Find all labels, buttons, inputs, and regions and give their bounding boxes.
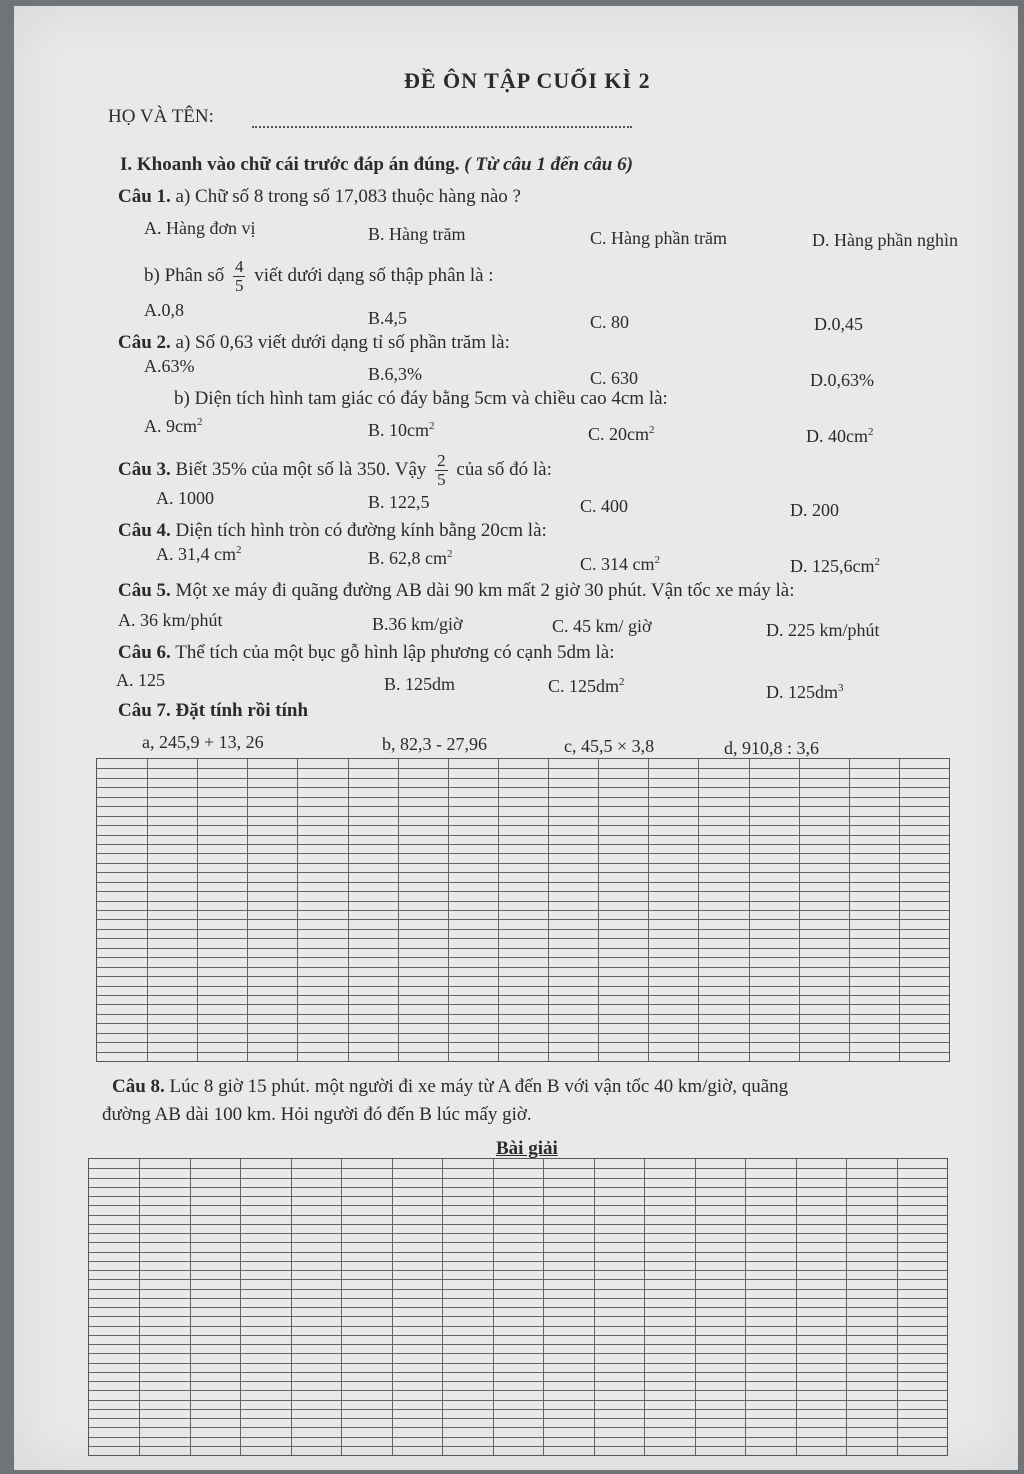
fraction-denominator: 5 <box>437 470 446 489</box>
q1a-option-c[interactable]: C. Hàng phần trăm <box>590 228 727 248</box>
question-3-prefix: Biết 35% của một số là 350. Vậy <box>175 458 427 480</box>
grid-row-line <box>89 1279 947 1280</box>
q4-option-a-sup: 2 <box>236 544 242 556</box>
q3-option-b[interactable]: B. 122,5 <box>368 492 430 512</box>
grid-column-line <box>796 1159 797 1455</box>
grid-row-line <box>89 1168 947 1169</box>
grid-row-line <box>89 1233 947 1234</box>
fraction-2-5 <box>435 452 448 489</box>
grid-column-line <box>139 1159 140 1455</box>
grid-row-line <box>97 891 949 892</box>
grid-row-line <box>89 1390 947 1391</box>
q2b-option-d-text: D. 40cm <box>806 426 868 446</box>
grid-row-line <box>89 1224 947 1225</box>
q2b-option-d[interactable] <box>806 426 874 447</box>
grid-column-line <box>448 759 449 1061</box>
q2a-option-b[interactable]: B.6,3% <box>368 364 422 384</box>
grid-row-line <box>89 1326 947 1327</box>
q2b-option-b-sup: 2 <box>429 420 435 432</box>
question-5-number: Câu 5. <box>118 580 171 601</box>
q1a-option-b[interactable]: B. Hàng trăm <box>368 224 466 244</box>
question-7-number: Câu 7. <box>118 700 171 721</box>
grid-column-line <box>695 1159 696 1455</box>
grid-column-line <box>147 759 148 1061</box>
q7-part-c: c, 45,5 × 3,8 <box>564 736 655 756</box>
grid-row-line <box>97 1004 949 1005</box>
grid-row-line <box>97 929 949 930</box>
q6-option-c[interactable] <box>548 676 625 697</box>
grid-row-line <box>89 1409 947 1410</box>
q3-option-a[interactable]: A. 1000 <box>156 488 214 508</box>
question-6-text: Thể tích của một bục gỗ hình lập phương có cạnh 5dm là: <box>175 642 615 663</box>
q3-option-d[interactable]: D. 200 <box>790 500 839 520</box>
q4-option-b-text: B. 62,8 cm <box>368 548 447 568</box>
q4-option-b-sup: 2 <box>447 548 453 560</box>
grid-row-line <box>89 1307 947 1308</box>
q4-option-c[interactable] <box>580 554 660 575</box>
grid-column-line <box>247 759 248 1061</box>
grid-row-line <box>97 816 949 817</box>
grid-row-line <box>89 1196 947 1197</box>
grid-row-line <box>97 995 949 996</box>
grid-row-line <box>97 797 949 798</box>
question-3-number: Câu 3. <box>118 458 171 480</box>
fraction-numerator: 4 <box>234 257 244 276</box>
grid-row-line <box>97 835 949 836</box>
q6-option-d-sup: 3 <box>838 682 844 694</box>
q1b-option-b[interactable]: B.4,5 <box>368 308 408 328</box>
grid-row-line <box>89 1353 947 1354</box>
question-5 <box>118 580 795 602</box>
question-6-number: Câu 6. <box>118 642 171 663</box>
grid-column-line <box>190 1159 191 1455</box>
q4-option-b[interactable] <box>368 548 453 569</box>
grid-row-line <box>89 1215 947 1216</box>
question-4-text: Diện tích hình tròn có đường kính bằng 20cm là: <box>175 520 547 541</box>
grid-row-line <box>89 1446 947 1447</box>
grid-row-line <box>97 1023 949 1024</box>
q2b-option-b[interactable] <box>368 420 435 441</box>
q6-option-d-text: D. 125dm <box>766 682 838 702</box>
q4-option-d[interactable] <box>790 556 880 577</box>
grid-column-line <box>392 1159 393 1455</box>
grid-row-line <box>89 1289 947 1290</box>
grid-column-line <box>749 759 750 1061</box>
grid-row-line <box>89 1316 947 1317</box>
grid-row-line <box>89 1418 947 1419</box>
grid-row-line <box>97 919 949 920</box>
grid-column-line <box>846 1159 847 1455</box>
q4-option-a-text: A. 31,4 cm <box>156 544 236 564</box>
question-8-line-1 <box>112 1076 788 1098</box>
grid-column-line <box>297 759 298 1061</box>
question-1-b-prefix: b) Phân số <box>144 264 225 286</box>
grid-row-line <box>97 844 949 845</box>
question-4-number: Câu 4. <box>118 520 171 541</box>
question-5-text: Một xe máy đi quãng đường AB dài 90 km mất 2 giờ 30 phút. Vận tốc xe máy là: <box>175 580 795 601</box>
grid-column-line <box>745 1159 746 1455</box>
question-8-text-2: đường AB dài 100 km. Hỏi người đó đến B lúc mấy giờ. <box>102 1104 532 1125</box>
q2b-option-c-sup: 2 <box>649 424 655 436</box>
grid-row-line <box>89 1335 947 1336</box>
grid-row-line <box>89 1178 947 1179</box>
grid-row-line <box>89 1298 947 1299</box>
q6-option-d[interactable] <box>766 682 844 703</box>
grid-column-line <box>594 1159 595 1455</box>
grid-row-line <box>97 853 949 854</box>
q5-option-b[interactable]: B.36 km/giờ <box>372 614 463 634</box>
grid-row-line <box>97 901 949 902</box>
grid-column-line <box>291 1159 292 1455</box>
q2a-option-c[interactable]: C. 630 <box>590 368 639 388</box>
q4-option-d-sup: 2 <box>874 556 880 568</box>
worksheet-page <box>14 6 1018 1470</box>
grid-row-line <box>89 1205 947 1206</box>
q4-option-c-sup: 2 <box>654 554 660 566</box>
name-label: HỌ VÀ TÊN: <box>108 106 214 127</box>
grid-column-line <box>498 759 499 1061</box>
grid-column-line <box>698 759 699 1061</box>
grid-column-line <box>398 759 399 1061</box>
calculation-grid[interactable] <box>96 758 950 1062</box>
section-1-heading <box>120 154 633 176</box>
q5-option-a[interactable]: A. 36 km/phút <box>118 610 223 630</box>
q2a-option-a[interactable]: A.63% <box>144 356 195 376</box>
question-8-number: Câu 8. <box>112 1076 165 1097</box>
q1b-option-d[interactable]: D.0,45 <box>814 314 863 334</box>
q6-option-b[interactable]: B. 125dm <box>384 674 456 694</box>
question-2-b-text: b) Diện tích hình tam giác có đáy bằng 5cm và chiều cao 4cm là: <box>174 388 668 409</box>
grid-row-line <box>97 787 949 788</box>
grid-column-line <box>543 1159 544 1455</box>
grid-column-line <box>897 1159 898 1455</box>
q1b-option-a[interactable]: A.0,8 <box>144 300 184 320</box>
grid-row-line <box>97 778 949 779</box>
grid-row-line <box>97 1042 949 1043</box>
grid-column-line <box>341 1159 342 1455</box>
section-1-note: ( Từ câu 1 đến câu 6) <box>464 154 633 175</box>
q6-option-c-sup: 2 <box>619 676 625 688</box>
q1a-option-a[interactable]: A. Hàng đơn vị <box>144 218 256 238</box>
grid-column-line <box>849 759 850 1061</box>
question-1-a <box>118 186 521 208</box>
question-1-b <box>144 258 494 295</box>
grid-column-line <box>442 1159 443 1455</box>
grid-row-line <box>89 1437 947 1438</box>
q7-part-b: b, 82,3 - 27,96 <box>382 734 487 754</box>
question-2-a-text: a) Số 0,63 viết dưới dạng tỉ số phần trăm là: <box>175 332 510 353</box>
q2a-option-d[interactable]: D.0,63% <box>810 370 874 390</box>
grid-row-line <box>97 872 949 873</box>
grid-column-line <box>197 759 198 1061</box>
question-1-b-suffix: viết dưới dạng số thập phân là : <box>254 264 494 286</box>
grid-column-line <box>598 759 599 1061</box>
q2b-option-a[interactable] <box>144 416 203 437</box>
question-4 <box>118 520 547 542</box>
q7-part-a: a, 245,9 + 13, 26 <box>142 732 264 752</box>
section-1-label: I. Khoanh vào chữ cái trước đáp án đúng. <box>120 154 460 175</box>
grid-row-line <box>97 1033 949 1034</box>
grid-column-line <box>899 759 900 1061</box>
question-7-text: Đặt tính rồi tính <box>175 700 309 721</box>
q6-option-c-text: C. 125dm <box>548 676 620 696</box>
fraction-4-5 <box>233 258 246 295</box>
question-6 <box>118 642 615 664</box>
question-1-a-text: a) Chữ số 8 trong số 17,083 thuộc hàng nào ? <box>175 186 521 207</box>
grid-row-line <box>97 938 949 939</box>
q2b-option-d-sup: 2 <box>868 426 874 438</box>
question-2-a <box>118 332 510 354</box>
grid-row-line <box>97 957 949 958</box>
grid-row-line <box>97 1052 949 1053</box>
grid-row-line <box>89 1381 947 1382</box>
grid-row-line <box>97 882 949 883</box>
q5-option-d[interactable]: D. 225 km/phút <box>766 620 880 640</box>
q7-part-d: d, 910,8 : 3,6 <box>724 738 820 758</box>
q4-option-c-text: C. 314 cm <box>580 554 655 574</box>
fraction-denominator: 5 <box>234 276 244 295</box>
solution-grid[interactable] <box>88 1158 948 1456</box>
fraction-numerator: 2 <box>437 451 446 470</box>
q2b-option-b-text: B. 10cm <box>368 420 429 440</box>
solution-label: Bài giải <box>496 1138 558 1159</box>
grid-row-line <box>89 1187 947 1188</box>
q2b-option-a-sup: 2 <box>197 416 203 428</box>
question-3-suffix: của số đó là: <box>456 458 552 480</box>
q2b-option-a-text: A. 9cm <box>144 416 197 436</box>
grid-column-line <box>799 759 800 1061</box>
grid-row-line <box>89 1363 947 1364</box>
q6-option-a[interactable]: A. 125 <box>116 670 165 690</box>
grid-column-line <box>240 1159 241 1455</box>
grid-row-line <box>89 1400 947 1401</box>
q3-option-c[interactable]: C. 400 <box>580 496 629 516</box>
grid-column-line <box>548 759 549 1061</box>
grid-row-line <box>89 1372 947 1373</box>
q4-option-a[interactable] <box>156 544 242 565</box>
grid-row-line <box>97 910 949 911</box>
question-7 <box>118 700 308 722</box>
grid-row-line <box>89 1252 947 1253</box>
q1b-option-c[interactable]: C. 80 <box>590 312 630 332</box>
q5-option-c[interactable]: C. 45 km/ giờ <box>552 616 652 636</box>
question-2-number: Câu 2. <box>118 332 171 353</box>
grid-row-line <box>97 948 949 949</box>
grid-row-line <box>89 1242 947 1243</box>
grid-row-line <box>89 1427 947 1428</box>
name-blank-line <box>252 126 632 128</box>
grid-row-line <box>97 986 949 987</box>
question-8-text-1: Lúc 8 giờ 15 phút. một người đi xe máy từ A đến B với vận tốc 40 km/giờ, quãng <box>169 1076 789 1097</box>
q1a-option-d[interactable]: D. Hàng phần nghìn <box>812 230 958 250</box>
grid-column-line <box>493 1159 494 1455</box>
page-title: ĐỀ ÔN TẬP CUỐI KÌ 2 <box>404 68 651 93</box>
grid-row-line <box>89 1270 947 1271</box>
grid-row-line <box>97 976 949 977</box>
grid-column-line <box>644 1159 645 1455</box>
grid-row-line <box>97 863 949 864</box>
q2b-option-c[interactable] <box>588 424 655 445</box>
question-1-number: Câu 1. <box>118 186 171 207</box>
q4-option-d-text: D. 125,6cm <box>790 556 875 576</box>
grid-row-line <box>97 1014 949 1015</box>
grid-row-line <box>89 1261 947 1262</box>
grid-row-line <box>89 1344 947 1345</box>
grid-row-line <box>97 806 949 807</box>
grid-row-line <box>97 967 949 968</box>
grid-column-line <box>348 759 349 1061</box>
question-3 <box>118 452 552 489</box>
grid-row-line <box>97 825 949 826</box>
grid-column-line <box>648 759 649 1061</box>
grid-row-line <box>97 768 949 769</box>
q2b-option-c-text: C. 20cm <box>588 424 649 444</box>
